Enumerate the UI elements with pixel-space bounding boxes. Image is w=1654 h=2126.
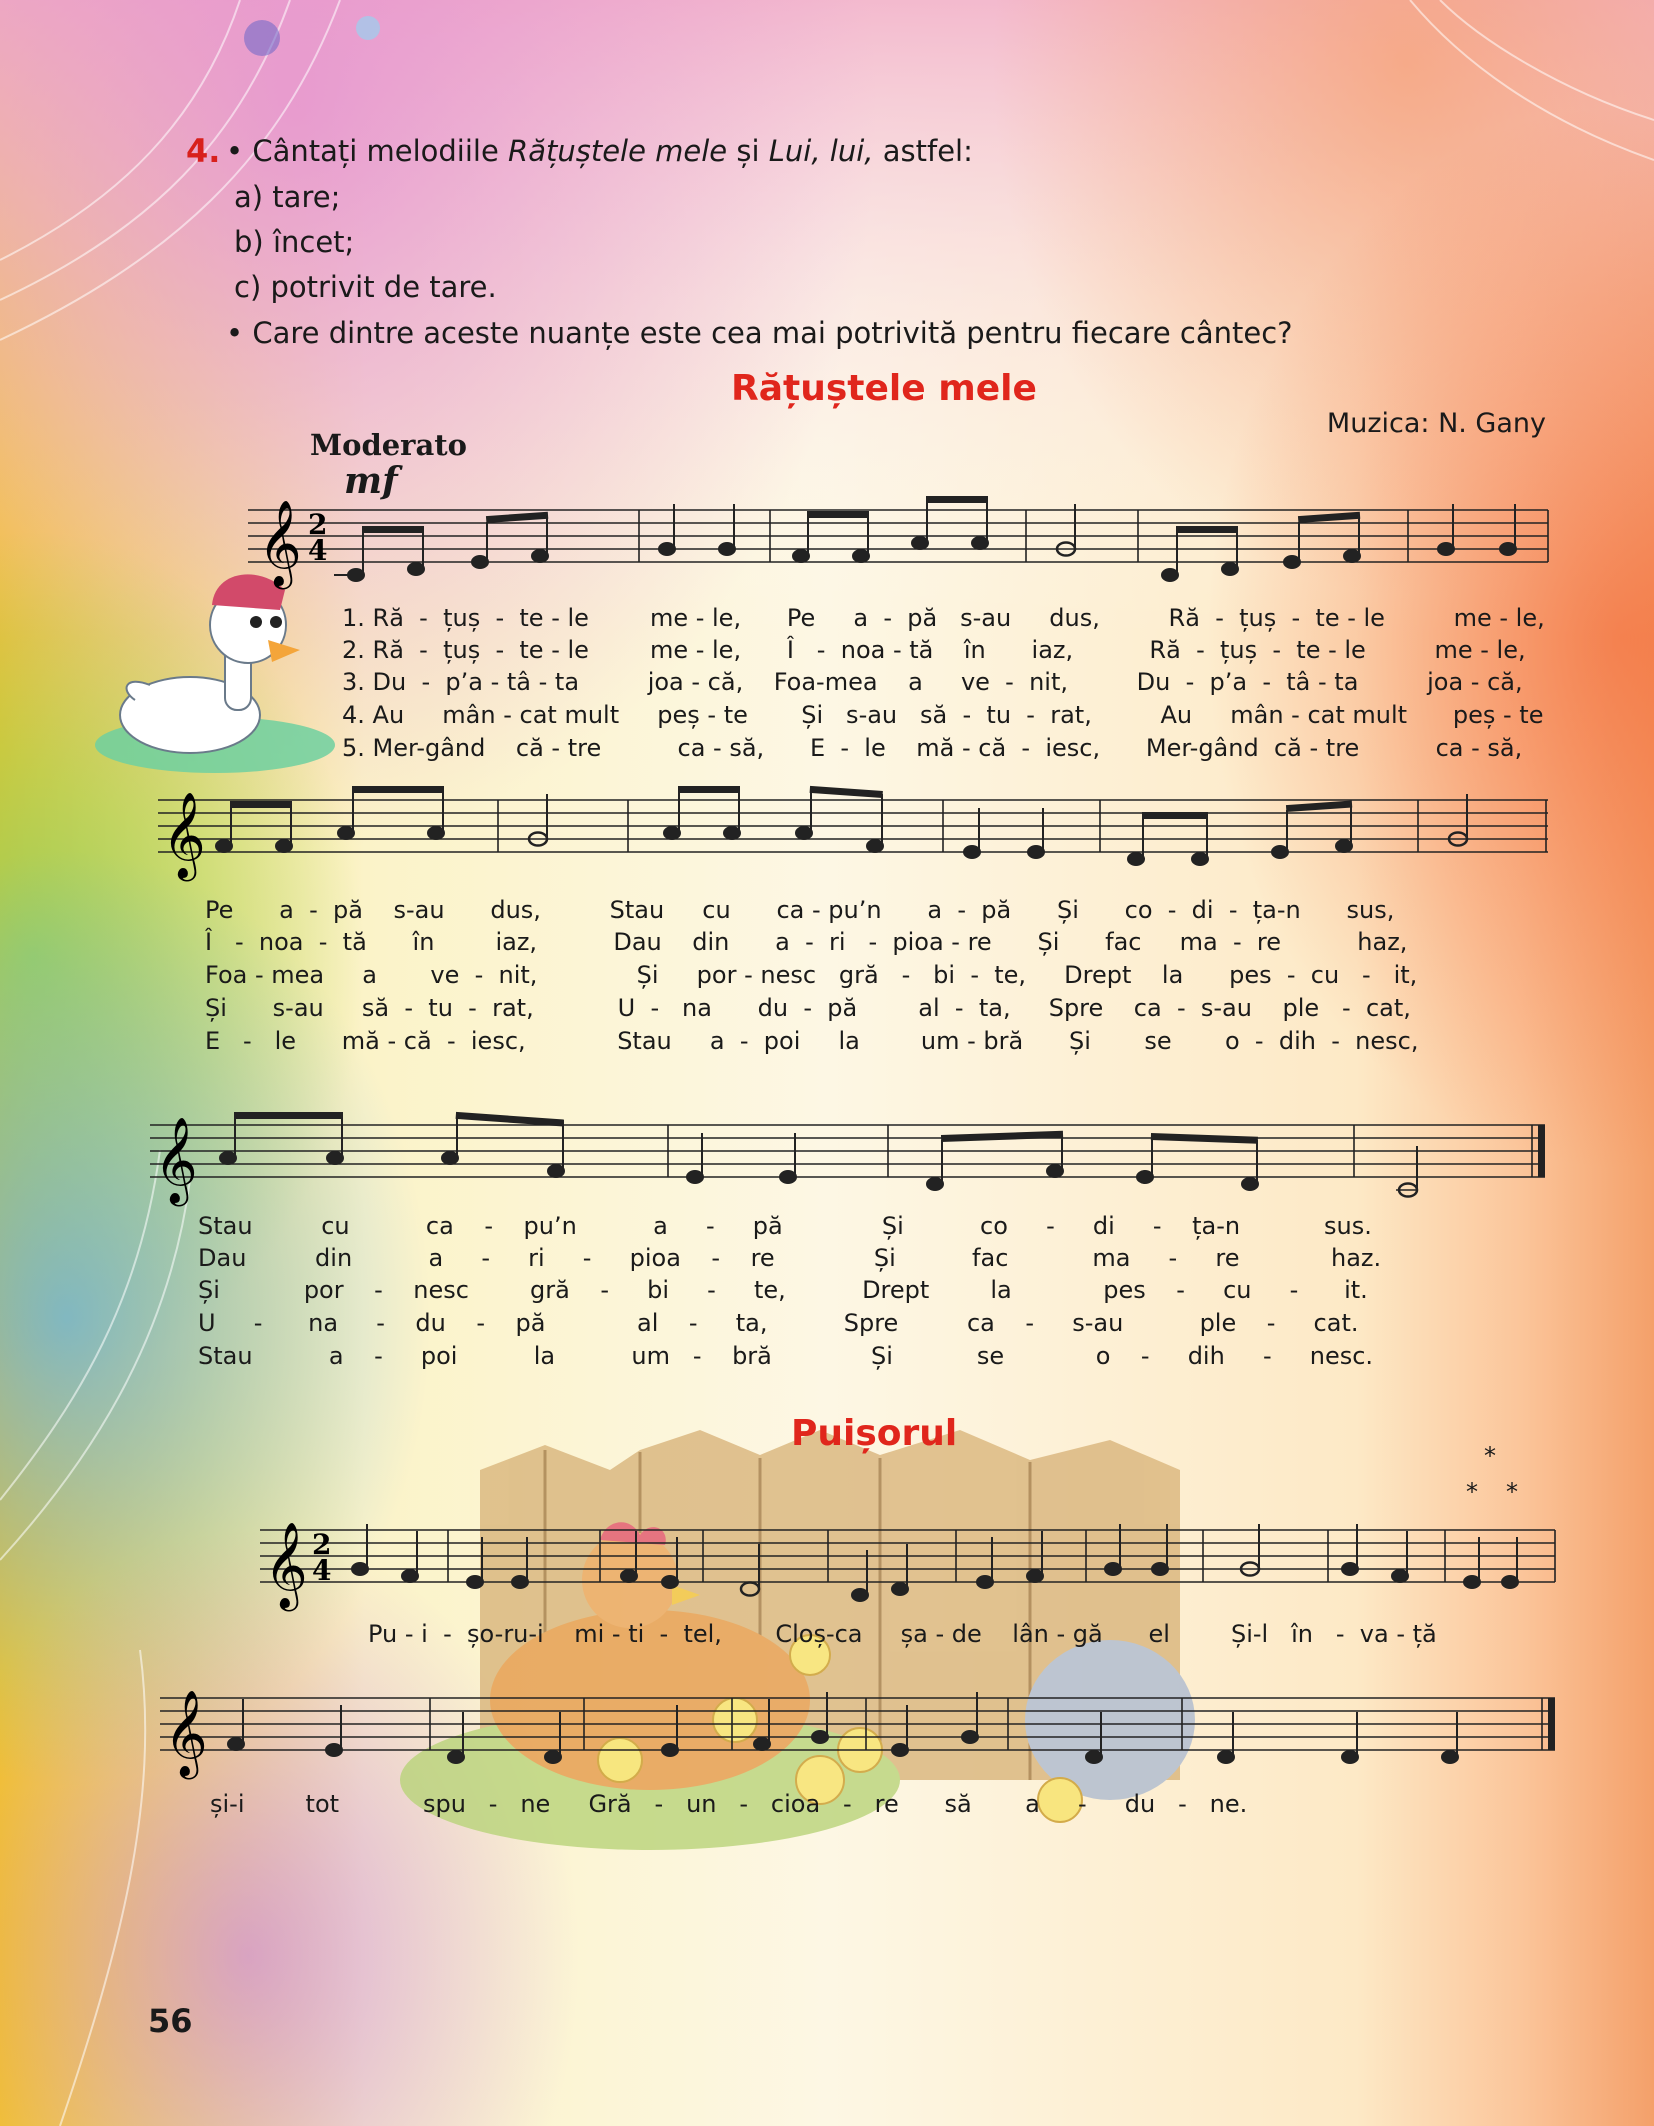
note	[220, 1152, 236, 1164]
note	[1222, 563, 1238, 575]
note	[662, 1744, 678, 1756]
note	[1242, 1178, 1258, 1190]
note	[1502, 1576, 1518, 1588]
note	[852, 1589, 868, 1601]
note	[467, 1576, 483, 1588]
note	[1086, 1751, 1102, 1763]
note	[812, 1731, 828, 1743]
song1-lyrics-1-verse-1: 1. Ră - țuș - te - le me - le, Pe a - pă s-au dus, Ră - țuș - te - le me - le,	[342, 604, 1545, 632]
note	[1284, 556, 1300, 568]
note	[1218, 1751, 1234, 1763]
note	[548, 1165, 564, 1177]
note	[1392, 1570, 1408, 1582]
note	[408, 563, 424, 575]
note	[545, 1751, 561, 1763]
note	[724, 827, 740, 839]
song2-staff-1	[250, 1500, 1560, 1610]
instruction-song-title-1: Rățuștele mele	[508, 134, 728, 168]
song1-staff-2	[148, 780, 1548, 890]
note	[442, 1152, 458, 1164]
note	[892, 1583, 908, 1595]
treble-clef-icon: 𝄞	[258, 500, 302, 586]
song1-lyrics-2-verse-4: Și s-au să - tu - rat, U - na du - pă al - ta, Spre ca - s-au ple - cat,	[205, 994, 1411, 1022]
note	[796, 827, 812, 839]
breath-mark-top: *	[1484, 1442, 1496, 1470]
treble-clef-icon: 𝄞	[154, 1117, 198, 1203]
dynamic-marking: mf	[344, 460, 398, 502]
note	[428, 827, 444, 839]
song1-staff-1	[230, 470, 1550, 610]
time-sig-top: 2	[308, 508, 328, 541]
note	[964, 846, 980, 858]
song1-lyrics-3-verse-3: Și por - nesc gră - bi - te, Drept la pes - cu - it.	[198, 1276, 1368, 1304]
breath-mark-left: *	[1466, 1478, 1478, 1506]
note	[687, 1171, 703, 1183]
note	[1500, 543, 1516, 555]
treble-clef-icon: 𝄞	[264, 1522, 308, 1608]
note	[793, 550, 809, 562]
note	[448, 1751, 464, 1763]
exercise-question: • Care dintre aceste nuanțe este cea mai potrivită pentru fiecare cântec?	[226, 316, 1293, 350]
note	[276, 840, 292, 852]
song1-lyrics-1-verse-2: 2. Ră - țuș - te - le me - le, Î - noa - tă în iaz, Ră - țuș - te - le me - le,	[342, 636, 1526, 664]
note	[1442, 1751, 1458, 1763]
song1-lyrics-3-verse-4: U - na - du - pă al - ta, Spre ca - s-au ple - cat.	[198, 1309, 1359, 1337]
option-c: c) potrivit de tare.	[234, 270, 497, 304]
note	[1162, 569, 1178, 581]
note	[754, 1738, 770, 1750]
instruction-text: și	[727, 134, 769, 168]
note	[977, 1576, 993, 1588]
note	[972, 537, 988, 549]
song1-staff-3	[140, 1100, 1560, 1210]
note	[512, 1576, 528, 1588]
note	[662, 1576, 678, 1588]
instruction-text: • Cântați melodiile	[226, 134, 509, 168]
page-number: 56	[148, 2002, 193, 2040]
breath-mark-right: *	[1506, 1478, 1518, 1506]
note	[1028, 846, 1044, 858]
note	[962, 1731, 978, 1743]
instruction-text: astfel:	[873, 134, 973, 168]
song1-title: Rățuștele mele	[731, 368, 1037, 409]
time-sig-bottom: 4	[312, 1554, 332, 1587]
note	[1464, 1576, 1480, 1588]
note	[1342, 1563, 1358, 1575]
note	[1128, 853, 1144, 865]
song1-lyrics-3-verse-2: Dau din a - ri - pioa - re Și fac ma - re haz.	[198, 1244, 1382, 1272]
treble-clef-icon: 𝄞	[164, 1690, 208, 1776]
note	[912, 537, 928, 549]
time-sig-top: 2	[312, 1528, 332, 1561]
note	[1047, 1165, 1063, 1177]
note	[927, 1178, 943, 1190]
note	[741, 1583, 759, 1596]
song1-lyrics-2-verse-1: Pe a - pă s-au dus, Stau cu ca - pu’n a - pă Și co - di - ța-n sus,	[205, 896, 1395, 924]
song2-lyrics-line-2: și-i tot spu - ne Gră - un - cioa - re să a - du - ne.	[210, 1790, 1248, 1818]
note	[1272, 846, 1288, 858]
treble-clef-icon: 𝄞	[162, 792, 206, 878]
note	[1192, 853, 1208, 865]
song1-lyrics-3-verse-5: Stau a - poi la um - bră Și se o - dih - nesc.	[198, 1342, 1374, 1370]
note	[228, 1738, 244, 1750]
song1-lyrics-1-verse-5: 5. Mer-gând că - tre ca - să, E - le mă - că - iesc, Mer-gând că - tre ca - să,	[342, 734, 1523, 762]
song1-lyrics-2-verse-5: E - le mă - că - iesc, Stau a - poi la um - bră Și se o - dih - nesc,	[205, 1027, 1419, 1055]
song2-title: Puișorul	[791, 1413, 958, 1454]
note	[402, 1570, 418, 1582]
note	[1152, 1563, 1168, 1575]
note	[216, 840, 232, 852]
note	[327, 1152, 343, 1164]
song2-lyrics-line-1: Pu - i - șo-ru-i mi - ti - tel, Cloș-ca șa - de lân - gă el Și-l în - va - ță	[368, 1620, 1437, 1648]
song1-lyrics-2-verse-2: Î - noa - tă în iaz, Dau din a - ri - pioa - re Și fac ma - re haz,	[205, 928, 1408, 956]
note	[348, 569, 364, 581]
note	[326, 1744, 342, 1756]
note	[719, 543, 735, 555]
note	[472, 556, 488, 568]
song1-lyrics-3-verse-1: Stau cu ca - pu’n a - pă Și co - di - ța-n sus.	[198, 1212, 1372, 1240]
note	[867, 840, 883, 852]
note	[1342, 1751, 1358, 1763]
song1-lyrics-1-verse-3: 3. Du - p’a - tâ - ta joa - că, Foa-mea a ve - nit, Du - p’a - tâ - ta joa - că,	[342, 668, 1523, 696]
note	[338, 827, 354, 839]
option-a: a) tare;	[234, 180, 341, 214]
song1-composer: Muzica: N. Gany	[1326, 408, 1546, 439]
song1-lyrics-1-verse-4: 4. Au mân - cat mult peș - te Și s-au să - tu - rat, Au mân - cat mult peș - te	[342, 701, 1544, 729]
note	[1027, 1570, 1043, 1582]
note	[621, 1570, 637, 1582]
instruction-song-title-2: Lui, lui,	[768, 134, 874, 168]
note	[780, 1171, 796, 1183]
note	[1336, 840, 1352, 852]
note	[1137, 1171, 1153, 1183]
note	[853, 550, 869, 562]
time-sig-bottom: 4	[308, 534, 328, 567]
note	[664, 827, 680, 839]
exercise-number: 4.	[186, 132, 221, 170]
note	[532, 550, 548, 562]
exercise-instruction	[226, 134, 973, 168]
note	[1105, 1563, 1121, 1575]
option-b: b) încet;	[234, 225, 355, 259]
song2-staff-2	[150, 1668, 1570, 1778]
note	[1438, 543, 1454, 555]
note	[1344, 550, 1360, 562]
note	[352, 1563, 368, 1575]
song1-lyrics-2-verse-3: Foa - mea a ve - nit, Și por - nesc gră - bi - te, Drept la pes - cu - it,	[205, 961, 1418, 989]
note	[892, 1744, 908, 1756]
tempo-marking: Moderato	[310, 428, 467, 462]
note	[659, 543, 675, 555]
